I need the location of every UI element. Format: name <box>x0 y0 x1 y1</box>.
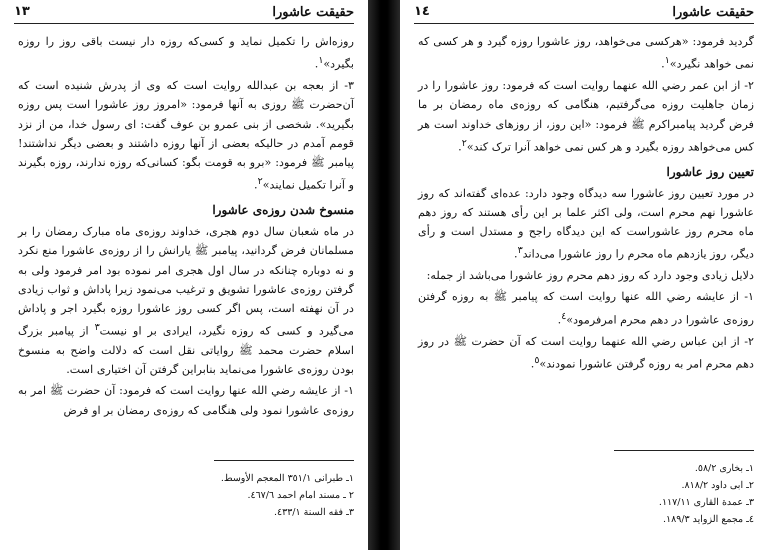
page-number: ١٣ <box>14 4 30 19</box>
footnote-rule <box>214 460 354 461</box>
paragraph: دلایل زیادی وجود دارد که روز دهم محرم روز عاشورا می‌باشد از جمله: <box>426 269 754 283</box>
footnotes <box>418 460 754 528</box>
paragraph: در مورد تعیین روز عاشورا سه دیدگاه وجود دارد: عده‌ای گفته‌اند که روز عاشورا نهم محرم است، ولی اکثر علما بر این رأی هستند که روز دهم ماه محرم روز عاشوراست که این دیدگاه راجح و مستدل است و رأی دیگر، روز یازدهم ماه محرم را روز عاشورا می‌داند$^٣$. <box>418 186 754 262</box>
page-header <box>414 3 754 24</box>
paragraph: ١- از عایشه رضي الله عنها روایت است که فرمود: آن حضرت ﷺ امر به روزه‌ی عاشورا نمود ولی هنگامی که روزه‌ی رمضان بر او فرض <box>18 384 354 417</box>
page-body <box>18 32 354 422</box>
running-title: حقیقت عاشورا <box>672 5 754 20</box>
section-heading: تعیین روز عاشورا <box>666 164 754 179</box>
footnote-rule <box>614 450 754 451</box>
footnote: ١ـ بخاری ٥٨/٢. <box>694 463 754 474</box>
footnote: ٤ـ مجمع الزواید ١٨٩/٣. <box>662 514 754 525</box>
paragraph: ٢- از ابن عمر رضي الله عنهما روایت است که فرمود: روز عاشورا را در زمان جاهلیت روزه می‌گرفتیم، هنگامی که روزه‌ی ماه رمضان بر ما فرض گردید پیامبراکرم ﷺ فرمود: «این روز، از روزهای خداوند است هر کس می‌خواهد روزه بگیرد و هر کس نمی خواهد آنرا ترک کند»$^٢$. <box>418 79 754 154</box>
page-number: ١٤ <box>414 4 430 19</box>
footnote: ٣ـ فقه السنة ٤٣٣/١. <box>273 507 354 518</box>
paragraph: ٢- از ابن عباس رضي الله عنهما روایت است که آن حضرت ﷺ در روز دهم محرم امر به روزه گرفتن عاشورا نمودند»$^٥$. <box>418 334 754 371</box>
paragraph: روزه‌اش را تکمیل نماید و کسی‌که روزه دار نیست باقی روز را روزه بگیرد»$^١$. <box>18 35 354 71</box>
footnote: ٢ـ ابی داود ٨١٨/٢. <box>681 480 754 491</box>
footnote: ١ـ طبرانی ٣٥١/١ المعجم الأوسط. <box>220 473 354 484</box>
footnote: ٢ ـ مسند امام احمد ٤٦٧/٦. <box>247 490 354 501</box>
paragraph: در ماه شعبان سال دوم هجری، خداوند روزه‌ی ماه مبارک رمضان را بر مسلمانان فرض گردانید، پیامبر ﷺ یارانش را از روزه‌ی عاشورا منع نکرد و نه دوباره چنانکه در سال اول هجری امر نموده بود امر فرمود ولی به گرفتن روزه‌ی عاشورا تشویق و ترغیب می‌نمود زیرا پاداش و ثواب زیادی در آن نهفته است، پس اگر کسی روز عاشورا روزه بگیرد اجر و پاداش می‌گیرد و کسی که روزه نگیرد، ایرادی بر او نیست$^٣$ از پیامبر بزرگ اسلام حضرت محمد ﷺ روایاتی نقل است که دلالت واضح به منسوخ بودن روزه‌ی عاشورا می‌نماید بنابراین گرفتن آن اختیاری است. <box>18 225 354 377</box>
section-heading: منسوخ شدن روزه‌ی عاشورا <box>212 203 354 218</box>
page-header <box>14 3 354 24</box>
paragraph: ٣- از بعجه بن عبدالله روایت است که وی از پدرش شنیده است که آن‌حضرت ﷺ روزی به آنها فرمود: «امروز روز عاشورا است پس روزه بگیرید». شخصی از بنی عمرو بن عوف گفت: ای رسول خدا، من از نزد قومم آمدم در حالیکه بعضی از آنها روزه داشتند و بعضی دیگر نداشتند! پیامبر ﷺ فرمود: «برو به قومت بگو: کسانی‌که روزه ندارند، روزه بگیرند و آنرا تکمیل نمایند»$^٢$. <box>18 79 354 192</box>
footnote: ٣ـ عمدة القاری ١١٧/١١. <box>658 497 754 508</box>
left-page <box>0 0 368 550</box>
right-page <box>400 0 768 550</box>
page-body <box>418 32 754 376</box>
running-title: حقیقت عاشورا <box>272 5 354 20</box>
paragraph: ١- از عایشه رضي الله عنها روایت است که پیامبر ﷺ به روزه گرفتن روزه‌ی عاشورا در دهم محرم امرفرمود»$^٤$. <box>418 290 754 327</box>
footnotes <box>18 470 354 521</box>
book-gutter <box>368 0 400 550</box>
paragraph: گردید فرمود: «هرکسی می‌خواهد، روز عاشورا روزه گیرد و هر کسی که نمی خواهد نگیرد»$^١$. <box>418 35 754 71</box>
